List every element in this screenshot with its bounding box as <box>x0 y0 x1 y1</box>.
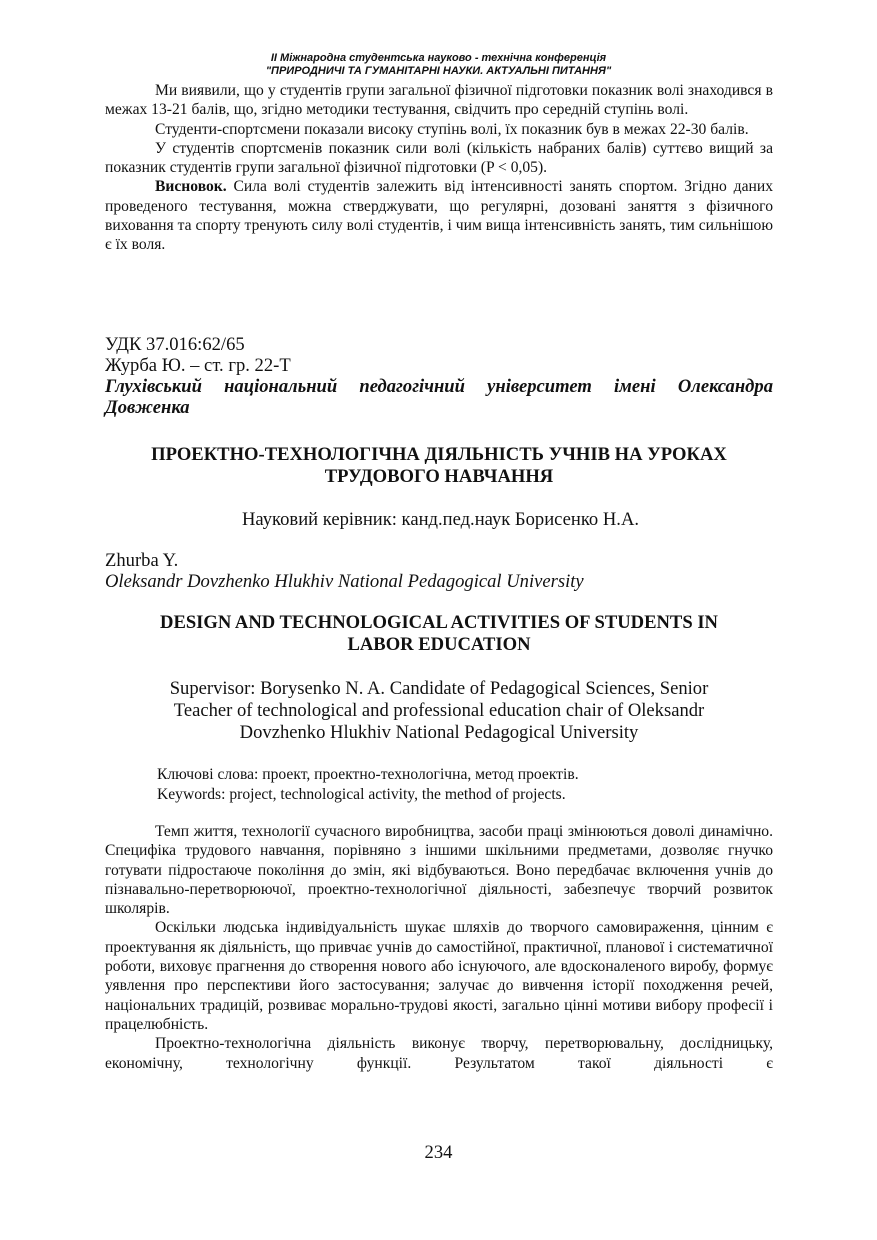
article-udk: УДК 37.016:62/65 <box>105 334 245 355</box>
conference-header <box>0 52 877 78</box>
article-author-ua: Журба Ю. – ст. гр. 22-Т <box>105 355 291 376</box>
article-university-ua: Глухівський національний педагогічний університет імені Олександра Довженка <box>105 376 773 418</box>
article-title-en-line1: DESIGN AND TECHNOLOGICAL ACTIVITIES OF STUDENTS IN <box>160 612 718 633</box>
conference-header-line2: "ПРИРОДНИЧІ ТА ГУМАНІТАРНІ НАУКИ. АКТУАЛЬНІ ПИТАННЯ" <box>265 65 612 77</box>
article-title-ua-line1: ПРОЕКТНО-ТЕХНОЛОГІЧНА ДІЯЛЬНІСТЬ УЧНІВ НА УРОКАХ <box>151 444 727 465</box>
article-title-ua <box>105 444 773 488</box>
keywords-ua: Ключові слова: проект, проектно-технологічна, метод проектів. <box>157 766 579 783</box>
article-university-en: Oleksandr Dovzhenko Hlukhiv National Pedagogical University <box>105 571 584 592</box>
conclusion-label: Висновок. <box>155 178 227 196</box>
conference-header-line1: II Міжнародна студентська науково - технічна конференція <box>270 52 607 64</box>
article-title-ua-line2: ТРУДОВОГО НАВЧАННЯ <box>324 466 554 487</box>
article-title-en <box>105 612 773 656</box>
paragraph: У студентів спортсменів показник сили волі (кількість набраних балів) суттєво вищий за показник студентів групи загальної фізичної підготовки (P < 0,05). <box>105 139 773 177</box>
keywords-en: Keywords: project, technological activity, the method of projects. <box>157 786 566 803</box>
conclusion-text: Сила волі студентів залежить від інтенсивності занять спортом. Згідно даних проведеного тестування, можна стверджувати, що регулярні, дозовані заняття з фізичного виховання та спорту тренують силу волі студентів, і чим вища інтенсивність занять, тим сильнішою є їх воля. <box>105 178 773 254</box>
paragraph: Студенти-спортсмени показали високу ступінь волі, їх показник був в межах 22-30 балів. <box>155 120 749 138</box>
page-number: 234 <box>424 1142 453 1163</box>
supervisor-ua: Науковий керівник: канд.пед.наук Борисенко Н.А. <box>242 509 640 530</box>
article-author-en: Zhurba Y. <box>105 550 179 571</box>
paragraph: Темп життя, технології сучасного виробництва, засоби праці змінюються доволі динамічно. Специфіка трудового навчання, порівняно з іншими шкільними предметами, дозволяє гнучко готувати підростаюче покоління до змін, які відбуваються. Воно передбачає включення учнів до пізнавально-перетворюючої, проектно-технологічної діяльності, забезпечує творчий розвиток школярів. <box>105 823 773 918</box>
paragraph: Оскільки людська індивідуальність шукає шляхів до творчого самовираження, цінним є проектування як діяльність, що привчає учнів до самостійної, практичної, планової і систематичної роботи, виховує прагнення до створення нового або існуючого, але вдосконаленого виробу, формує уявлення про перспективи його застосування; залучає до вивчення історії походження речей, національних традицій, розвиває морально-трудові якості, загально цінні мотиви вибору професії і працелюбність. <box>105 919 773 1033</box>
supervisor-en-line1: Supervisor: Borysenko N. A. Candidate of Pedagogical Sciences, Senior <box>169 678 709 699</box>
paragraph: Ми виявили, що у студентів групи загальної фізичної підготовки показник волі знаходився в межах 13-21 балів, що, згідно методики тестування, свідчить про середній ступінь волі. <box>105 82 773 119</box>
article-body <box>105 822 773 1073</box>
supervisor-en-line3: Dovzhenko Hlukhiv National Pedagogical University <box>239 722 639 743</box>
article-title-en-line2: LABOR EDUCATION <box>347 634 531 655</box>
paragraph: Проектно-технологічна діяльність виконує творчу, перетворювальну, дослідницьку, економічну, технологічну функції. Результатом такої діяльності є <box>105 1035 773 1072</box>
supervisor-en-line2: Teacher of technological and professional education chair of Oleksandr <box>173 700 705 721</box>
conclusion-paragraph <box>105 177 773 254</box>
previous-article-text <box>105 81 773 255</box>
supervisor-en <box>105 678 773 744</box>
